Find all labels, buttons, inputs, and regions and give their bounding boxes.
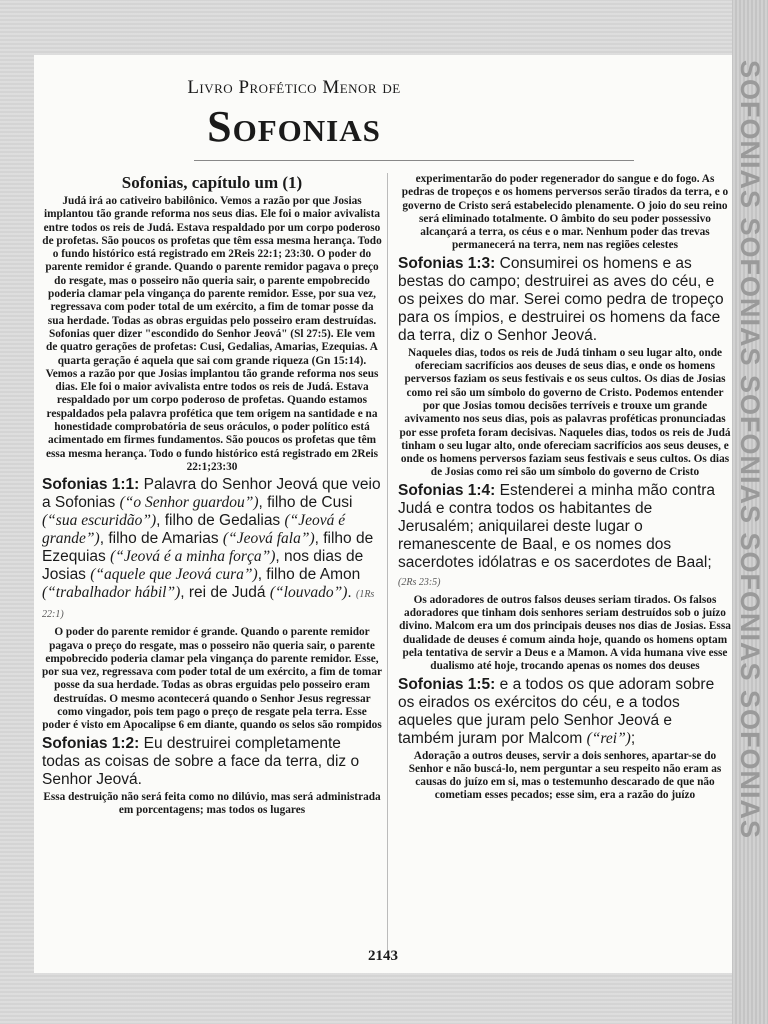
verse-text: , rei de Judá [180, 584, 266, 602]
name-gloss: (“Jeová fala”) [222, 530, 315, 548]
name-gloss: (“trabalhador hábil”) [42, 584, 181, 602]
verse-ref: Sofonias 1:3: [398, 254, 496, 272]
verse-1-5 [398, 676, 732, 748]
cross-reference: (2Rs 23:5) [398, 576, 441, 588]
commentary-paragraph: O poder do parente remidor é grande. Quando o parente remidor pagava o preço do resgate, mas o posseiro não queria sair, o parente empobrecido poderia clamar pela vingança do parente remidor. Esse, por sua vez, regressava com poder total de um exército, a fim de tomar posse da sua herdade. Todas as obras erguidas pelo posseiro eram destruídas. O mesmo acontecerá quando o Senhor Jesus regressar como vingador, pois tem pago o preço de resgate pela terra. Esse poder é visto em Apocalipse 6 em diante, quando os selos são rompidos [42, 626, 382, 732]
verse-text: , filho de Gedalias [156, 512, 281, 530]
commentary-paragraph: Os adoradores de outros falsos deuses seriam tirados. Os falsos adoradores que tinham dois senhores seriam destruídos sob o juízo divino. Malcom era um dos principais deuses nos dias de Josias. Essa dualidade de deuses é comum ainda hoje, quando os homens optam pela tentativa de servir a Deus e a Mamon. A vida humana vive esse dualismo até hoje, trocando apenas os nomes dos deuses [399, 593, 731, 673]
column-divider [387, 173, 388, 953]
name-gloss: (“rei”) [586, 729, 631, 747]
verse-text: . [347, 584, 352, 602]
verse-1-1 [42, 476, 382, 624]
verse-ref: Sofonias 1:4: [398, 481, 496, 499]
verse-text: , filho de Amarias [99, 530, 219, 548]
verse-text: Eu destruirei completamente todas as coisas de sobre a face da terra, diz o Senhor Jeová. [42, 734, 360, 788]
verse-text: Estenderei a minha mão contra Judá e contra todos os habitantes de Jerusalém; aniquilarei deste lugar o remanescente de Baal, e os nomes dos sacerdotes idólatras e os sacerdotes de Baal; [398, 481, 716, 571]
verse-text: , nos dias de Josias [42, 548, 364, 584]
name-gloss: (“o Senhor guardou”) [119, 494, 259, 512]
chapter-heading: Sofonias, capítulo um (1) [121, 173, 303, 192]
page-number: 2143 [368, 948, 398, 964]
book-page [34, 55, 732, 973]
name-gloss: (“louvado”) [269, 584, 348, 602]
commentary-paragraph: Judá irá ao cativeiro babilônico. Vemos a razão por que Josias implantou tão grande reforma nos seus dias. Ele foi o maior avivalista entre todos os reis de Judá. Estava respaldado por um corpo poderoso de profetas. São poucos os profetas que têm essa mesma herança. Todo o fundo histórico está registrado em 2Reis 22:1; 23:30. O poder do parente remidor é grande. Quando o parente remidor pagava o preço do resgate, mas o posseiro não queria sair, o parente empobrecido poderia clamar pela vingança do parente remidor. Esse, por sua vez, regressava com poder total de um exército, a fim de tomar posse da sua herdade. Todas as obras erguidas pelo posseiro eram destruídas. Sofonias quer dizer "escondido do Senhor Jeová" (Sl 27:5). Ele vem de quatro gerações de profetas: Cusi, Gedalias, Amarias, Ezequias. A quarta geração é aquela que sai com grande riqueza (Gn 15:14). Vemos a razão por que Josias implantou tão grande reforma nos seus dias. Ele foi o maior avivalista entre todos os reis de Judá. Estava respaldado por um corpo poderoso de profetas. Quando estamos respaldados pela palavra profética que tem origem na santidade e na honestidade comprobatória de seus oráculos, o poder político está acimentado em firmes fundamentos. São poucos os profetas que têm essa mesma herança. Todo o fundo histórico está registrado em 2Reis 22:1;23:30 [42, 195, 382, 473]
side-thumb-tab [732, 0, 768, 1024]
right-column [398, 173, 732, 805]
commentary-paragraph: Naqueles dias, todos os reis de Judá tinham o seu lugar alto, onde ofereciam sacrifícios aos deuses de seus dias, e onde os homens perversos faziam os seus festivais e os seus cultos. Os dias de Josias como rei são um símbolo do governo de Cristo. Podemos entender por que Josias tomou decisões terríveis e trouxe um grande avivamento nos seus dias, pois as palavras proféticas pronunciadas por esse profeta foram decisivas. Naqueles dias, todos os reis de Judá tinham o seu lugar alto, onde ofereciam sacrifícios aos seus deuses, e onde os homens perversos faziam seus festivais e seus cultos. Os dias de Josias como rei são um símbolo do governo de Cristo [399, 346, 731, 479]
name-gloss: (“Jeová é grande”) [42, 512, 346, 548]
verse-1-2 [42, 735, 382, 789]
verse-1-3 [398, 255, 732, 345]
verse-ref: Sofonias 1:2: [42, 734, 140, 752]
book-kicker: Livro Profético Menor de [187, 77, 401, 98]
commentary-paragraph: Essa destruição não será feita como no dilúvio, mas será administrada em porcentagens; mas todos os lugares [43, 790, 381, 816]
side-tab-label: SOFONIAS SOFONIAS SOFONIAS SOFONIAS SOFONIAS [735, 60, 765, 840]
verse-text: ; [630, 729, 636, 747]
book-title: Sofonias [207, 102, 381, 151]
cross-reference: (1Rs 22:1) [42, 589, 375, 621]
left-column [42, 173, 382, 819]
header-rule [194, 160, 634, 161]
name-gloss: (“sua escuridão”) [42, 512, 157, 530]
verse-text: e a todos os que adoram sobre os eirados os exércitos do céu, e a todos aqueles que juram pelo Senhor Jeová e também juram por Malcom [398, 675, 715, 747]
name-gloss: (“Jeová é a minha força”) [110, 548, 276, 566]
commentary-paragraph: experimentarão do poder regenerador do sangue e do fogo. As pedras de tropeços e os homens perversos serão tirados da terra, e o governo de Cristo será estabelecido plenamente. O joio do seu reino será eliminado totalmente. O âmbito do seu poder possessivo alcançará a terra, os céus e o mar. Nenhum poder das trevas permanecerá na terra, nem nas regiões celestes [401, 173, 729, 252]
verse-text: , filho de Ezequias [42, 530, 374, 566]
verse-ref: Sofonias 1:5: [398, 675, 496, 693]
commentary-paragraph: Adoração a outros deuses, servir a dois senhores, apartar-se do Senhor e não buscá-lo, nem perguntar a seu respeito não eram as causas do juízo em si, mas o testemunho descarado de que não cometiam esses pecados; esse sim, era a razão do juízo [408, 749, 722, 802]
name-gloss: (“aquele que Jeová cura”) [90, 566, 258, 584]
verse-ref: Sofonias 1:1: [42, 476, 140, 494]
verse-1-4 [398, 482, 732, 592]
verse-text: Palavra do Senhor Jeová que veio a Sofonias [42, 476, 381, 512]
verse-text: , filho de Amon [257, 566, 361, 584]
verse-text: Consumirei os homens e as bestas do campo; destruirei as aves do céu, e os peixes do mar. Serei como pedra de tropeço para os ímpios, e destruirei os homens da face da terra, diz o Senhor Jeová. [398, 254, 724, 344]
verse-text: , filho de Cusi [258, 494, 353, 512]
